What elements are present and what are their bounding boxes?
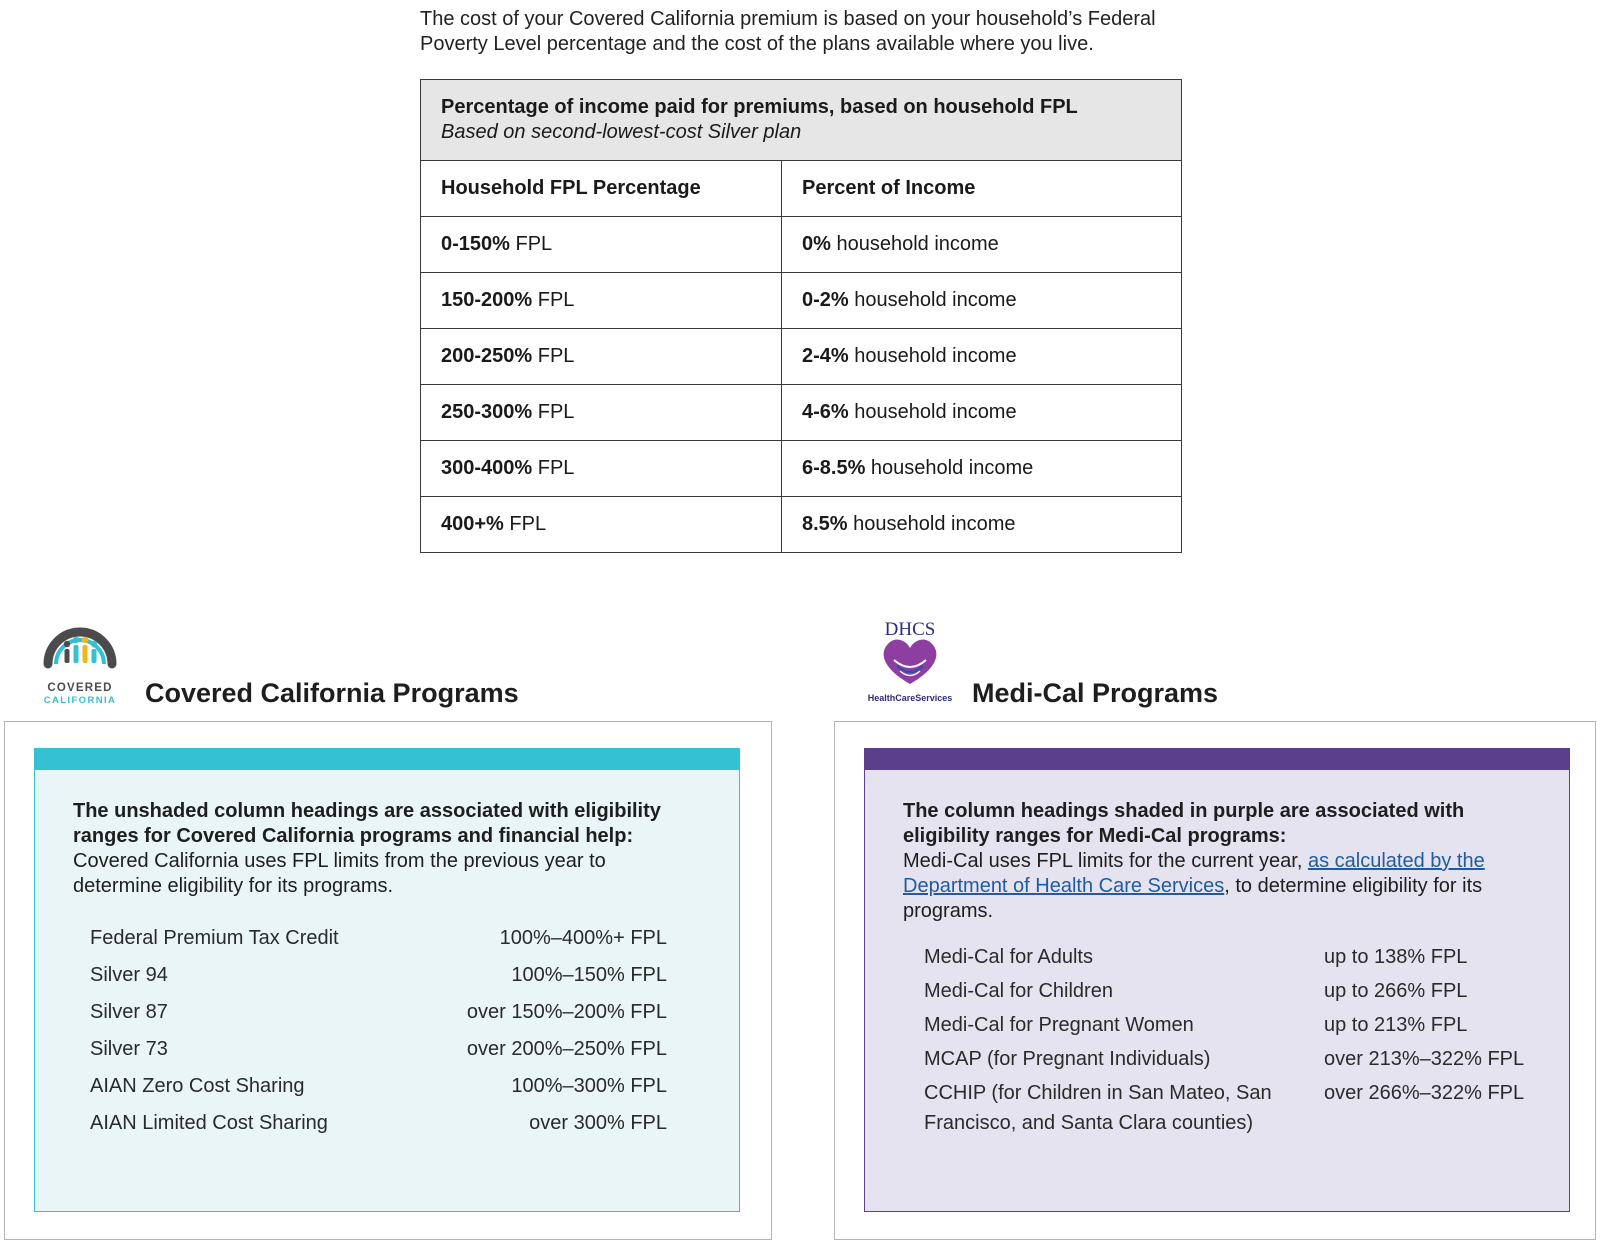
program-range: 100%–400%+ FPL <box>499 927 667 949</box>
program-range: over 200%–250% FPL <box>466 1038 667 1060</box>
intro-line: The cost of your Covered California premium is based on your household’s Federal <box>420 8 1156 30</box>
link-text[interactable]: as calculated by the <box>1307 850 1485 872</box>
fpl-cell <box>421 385 782 441</box>
program-range: up to 138% FPL <box>1324 946 1468 968</box>
income-pct: 8.5% <box>802 513 848 535</box>
program-range: over 213%–322% FPL <box>1324 1048 1525 1070</box>
list-item <box>90 994 667 1031</box>
table-caption-row <box>421 80 1182 161</box>
fpl-cell <box>421 497 782 553</box>
fpl-suffix: FPL <box>503 513 547 535</box>
intro-text <box>420 7 1180 57</box>
income-pct: 2-4% <box>802 345 849 367</box>
logo-text-california: CALIFORNIA <box>43 695 117 706</box>
description-body: Medi-Cal uses FPL limits for the current year, <box>903 850 1308 872</box>
medi-cal-program-list <box>924 942 1534 1138</box>
fpl-cell <box>421 329 782 385</box>
description-body: Covered California uses FPL limits from the previous year to <box>73 850 606 872</box>
income-pct: 4-6% <box>802 401 849 423</box>
program-range: over 300% FPL <box>529 1112 667 1134</box>
fpl-cell <box>421 273 782 329</box>
list-item <box>924 1010 1534 1044</box>
income-cell <box>782 217 1182 273</box>
income-suffix: household income <box>830 233 999 255</box>
fpl-range: 400+% <box>441 513 504 535</box>
logo-text-covered: COVERED <box>47 682 113 694</box>
fpl-range: 300-400% <box>441 457 533 479</box>
covered-california-program-list <box>90 920 667 1142</box>
program-name: Federal Premium Tax Credit <box>90 927 339 949</box>
medi-cal-heading: Medi-Cal Programs <box>972 678 1219 708</box>
fpl-cell <box>421 441 782 497</box>
income-pct: 0% <box>802 233 831 255</box>
income-cell <box>782 385 1182 441</box>
fpl-range: 150-200% <box>441 289 533 311</box>
fpl-range: 250-300% <box>441 401 533 423</box>
list-item <box>90 920 667 957</box>
income-suffix: household income <box>847 513 1016 535</box>
program-range: over 150%–200% FPL <box>466 1001 667 1023</box>
table-header-row <box>421 161 1182 217</box>
covered-california-heading: Covered California Programs <box>145 678 519 708</box>
program-name: Silver 73 <box>90 1038 168 1060</box>
table-row <box>421 385 1182 441</box>
table-title: Percentage of income paid for premiums, based on household FPL <box>441 96 1078 118</box>
income-cell <box>782 329 1182 385</box>
table-row <box>421 273 1182 329</box>
income-pct: 0-2% <box>802 289 849 311</box>
income-pct: 6-8.5% <box>802 457 866 479</box>
fpl-suffix: FPL <box>532 457 575 479</box>
program-name: AIAN Zero Cost Sharing <box>90 1075 305 1097</box>
intro-line: Poverty Level percentage and the cost of the plans available where you live. <box>420 33 1094 55</box>
program-name: MCAP (for Pregnant Individuals) <box>924 1048 1211 1070</box>
description-lead: ranges for Covered California programs and financial help: <box>73 825 634 847</box>
fpl-suffix: FPL <box>532 345 575 367</box>
list-item <box>90 1068 667 1105</box>
medi-cal-card <box>864 748 1570 1212</box>
table-subtitle: Based on second-lowest-cost Silver plan <box>441 121 802 143</box>
covered-california-description <box>73 799 713 899</box>
medi-cal-description <box>903 799 1543 924</box>
income-suffix: household income <box>865 457 1034 479</box>
covered-california-logo <box>38 610 122 706</box>
program-name: CCHIP (for Children in San Mateo, San Francisco, and Santa Clara counties) <box>924 1082 1272 1134</box>
medi-cal-panel <box>834 721 1596 1240</box>
table-row <box>421 329 1182 385</box>
list-item <box>924 1078 1534 1138</box>
table-row <box>421 217 1182 273</box>
list-item <box>90 957 667 994</box>
heart-icon <box>884 640 937 684</box>
fpl-premium-table <box>420 79 1182 553</box>
description-body: determine eligibility for its programs. <box>73 875 394 897</box>
link-text[interactable]: Department of Health Care Services <box>903 875 1225 897</box>
program-name: Medi-Cal for Pregnant Women <box>924 1014 1194 1036</box>
column-header-income: Percent of Income <box>782 161 1182 217</box>
list-item <box>924 1044 1534 1078</box>
fpl-suffix: FPL <box>509 233 553 255</box>
list-item <box>924 976 1534 1010</box>
program-name: Silver 94 <box>90 964 168 986</box>
list-item <box>90 1031 667 1068</box>
program-range: 100%–300% FPL <box>511 1075 667 1097</box>
program-name: Medi-Cal for Children <box>924 980 1113 1002</box>
fpl-suffix: FPL <box>532 401 575 423</box>
program-name: Silver 87 <box>90 1001 168 1023</box>
description-lead: The column headings shaded in purple are associated with <box>903 800 1465 822</box>
covered-california-panel <box>4 721 772 1240</box>
description-lead: eligibility ranges for Medi-Cal programs: <box>903 825 1287 847</box>
fpl-range: 200-250% <box>441 345 533 367</box>
logo-text-dhcs: DHCS <box>884 619 936 640</box>
income-cell <box>782 441 1182 497</box>
income-suffix: household income <box>848 289 1017 311</box>
dhcs-logo <box>864 618 956 706</box>
income-cell <box>782 497 1182 553</box>
program-range: over 266%–322% FPL <box>1324 1082 1525 1104</box>
description-body: programs. <box>903 900 994 922</box>
table-caption <box>421 80 1182 161</box>
description-body: , to determine eligibility for its <box>1224 875 1483 897</box>
table-row <box>421 441 1182 497</box>
income-suffix: household income <box>848 401 1017 423</box>
program-range: 100%–150% FPL <box>511 964 667 986</box>
table-row <box>421 497 1182 553</box>
list-item <box>924 942 1534 976</box>
program-name: Medi-Cal for Adults <box>924 946 1093 968</box>
column-header-fpl: Household FPL Percentage <box>421 161 782 217</box>
description-lead: The unshaded column headings are associated with eligibility <box>73 800 661 822</box>
income-suffix: household income <box>848 345 1017 367</box>
program-range: up to 266% FPL <box>1324 980 1468 1002</box>
program-range: up to 213% FPL <box>1324 1014 1468 1036</box>
logo-text-healthcareservices: HealthCareServices <box>867 693 953 703</box>
covered-california-card <box>34 748 740 1212</box>
fpl-cell <box>421 217 782 273</box>
income-cell <box>782 273 1182 329</box>
fpl-suffix: FPL <box>532 289 575 311</box>
program-name: AIAN Limited Cost Sharing <box>90 1112 328 1134</box>
list-item <box>90 1105 667 1142</box>
fpl-range: 0-150% <box>441 233 510 255</box>
